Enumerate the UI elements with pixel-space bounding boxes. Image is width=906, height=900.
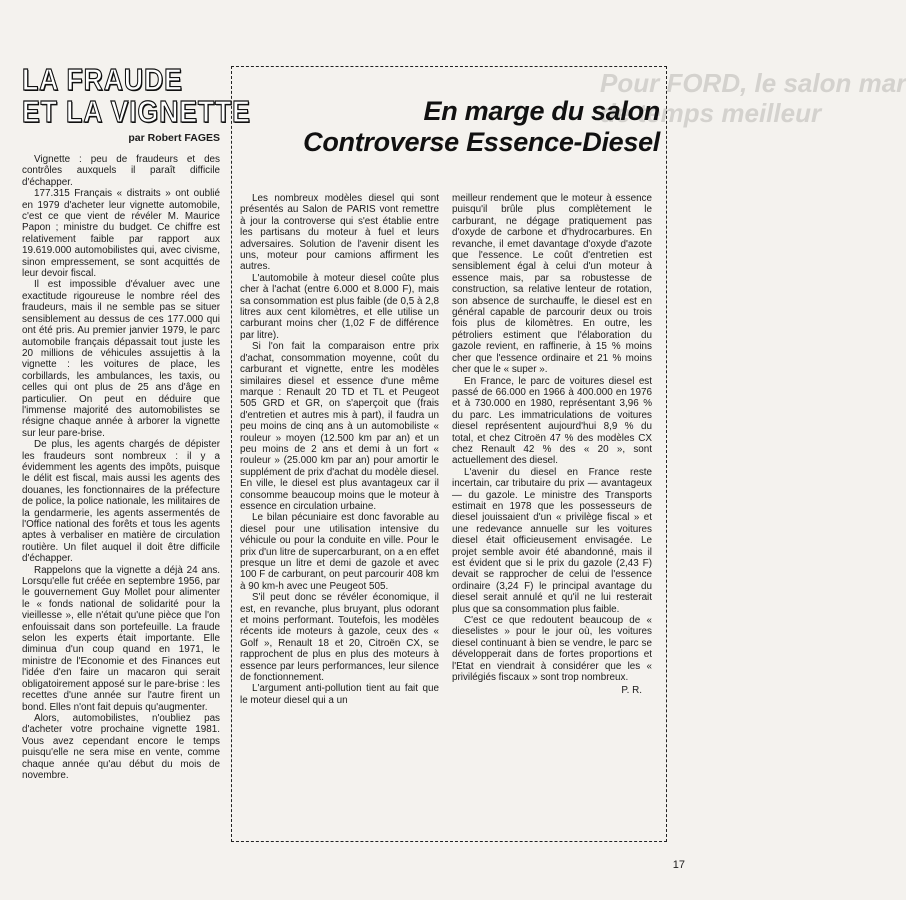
paragraph: L'automobile à moteur diesel coûte plus cher à l'achat (entre 6.000 et 8.000 F), mais sa consommation est plus faible (de 0,5 à 2,8 litres aux cent kilomètres, et elle utilise un carburant moins cher (1,02 F de différence par litre). [240,272,439,341]
paragraph: L'avenir du diesel en France reste incertain, car tributaire du prix — avantageux — du gazole. Le ministre des Transports estimait en 1978 que les possesseurs de diesel jouissaient d'un « privilège fiscal » et une redevance annuelle sur les voitures diesel était officieusement envisagée. Le projet semble avoir été abandonné, mais il est évident que si le prix du gazole (2,43 F) devait se rapprocher de celui de l'essence ordinaire (3,24 F) le principal avantage du diesel serait annulé et qu'il ne lui resterait plus que sa consommation plus faible. [452,466,652,615]
paragraph: meilleur rendement que le moteur à essence puisqu'il brûle plus complètement le carburant, ne dégage pratiquement pas d'oxyde de carbone et d'hydrocarbures. En revanche, il emet davantage d'oxyde d'azote que l'essence. Le coût d'entretien est sensiblement égal à celui d'un moteur à essence mais, par sa robustesse de construction, sa relative lenteur de rotation, son absence de surchauffe, le diesel est en général capable de parcourir deux ou trois fois plus de kilomètres. En outre, les pétroliers estiment que l'élaboration du gazole revient, en raffinerie, à 15 % moins cher que l'essence ordinaire et 21 % moins cher que le « super ». [452,193,652,376]
article-body [22,154,220,781]
ghost-line: Pour FORD, le salon mar [600,68,906,98]
paragraph: Vignette : peu de fraudeurs et des contrôles auxquels il paraît difficile d'échapper. [22,154,220,188]
headline-line: LA FRAUDE [22,62,183,97]
paragraph: 177.315 Français « distraits » ont oublié en 1979 d'acheter leur vignette automobile, c'est ce que vient de révéler M. Maurice Papon ; ministre du budget. Ce chiffre est relativement faible par rapport aux 19.619.000 automobilistes qui, avec civisme, sinon empressement, se sont acquittés de leur devoir fiscal. [22,188,220,280]
paragraph: C'est ce que redoutent beaucoup de « dieselistes » pour le jour où, les voitures diesel continuant à bien se vendre, le parc se développerait dans de fortes proportions et l'Etat en viendrait à considérer que les « privilégiés fiscaux » sont trop nombreux. [452,615,652,684]
ghost-line: de temps meilleur [600,98,822,128]
byline: par Robert FAGES [128,132,220,144]
title-line: Controverse Essence-Diesel [303,127,660,157]
paragraph: S'il peut donc se révéler économique, il est, en revanche, plus bruyant, plus odorant et moins performant. Toutefois, les modèles récents ide moteurs à gazole, ceux des « Golf », Renault 18 et 20, Citroën CX, se rapprochent de plus en plus des moteurs à essence par leurs performances, leur silence de fonctionnement. [240,592,439,684]
paragraph: Rappelons que la vignette a déjà 24 ans. Lorsqu'elle fut créée en septembre 1956, par le gouvernement Guy Mollet pour alimenter le « fonds national de solidarité pour la vieillesse », elle n'était qu'une pièce que l'on enfouissait dans son portefeuille. La fraude selon les experts était importante. Elle diminua d'un coup quand en 1971, le ministre de l'Economie et des Finances eut l'idée d'en faire un macaron qui serait obligatoirement apposé sur le pare-brise : les recettes d'une année sur l'autre firent un bond. Elles n'ont fait depuis qu'augmenter. [22,564,220,713]
left-article [22,62,251,781]
page-number: 17 [672,859,685,871]
paragraph: Alors, automobilistes, n'oubliez pas d'acheter votre prochaine vignette 1981. Vous avez cependant encore le temps puisqu'elle ne sera mise en vente, comme chaque année qu'au début du mois de novembre. [22,712,220,781]
paragraph: Les nombreux modèles diesel qui sont présentés au Salon de PARIS vont remettre à jour la controverse qui s'est établie entre les partisans du moteur à fuel et leurs adversaires. Solution de l'avenir disent les uns, moteur pour camions affirment les autres. [240,193,439,273]
boxed-article-column-2 [452,193,652,697]
boxed-article-column-1 [240,193,439,706]
paragraph: En France, le parc de voitures diesel est passé de 66.000 en 1966 à 400.000 en 1976 et à 730.000 en 1980, représentant 3,96 % du parc. Les immatriculations de voitures diesel représentent aujourd'hui 8,9 % du total, et chez Citroën 47 % des modèles CX chez Renault 42 % des « 20 », sont actuellement des diesel. [452,375,652,467]
boxed-article-title [240,96,660,158]
paragraph: Si l'on fait la comparaison entre prix d'achat, consommation moyenne, coût du carburant et vignette, entre les modèles similaires diesel et essence d'une même marque : Renault 20 TD et TL et Peugeot 505 GRD et GR, on s'aperçoit que (frais d'entretien et autres mis à part), il faudra un peu moins de cinq ans à un automobiliste « rouleur » moyen (12.500 km par an) et un peu moins de 2 ans et demi à un fort « rouleur » (25.000 km par an) pour amortir le supplément de prix d'achat du modèle diesel. En ville, le diesel est plus avantageux car il consomme beaucoup moins que le moteur à essence en circulation urbaine. [240,341,439,512]
article-headline [22,62,251,129]
signature: P. R. [621,685,642,697]
paragraph: Il est impossible d'évaluer avec une exactitude rigoureuse le nombre réel des fraudeurs, mais il ne semble pas se situer sensiblement au dessus de ces 177.000 qui ont été pris. Au premier janvier 1979, le parc automobile français dépassait tout juste les 20 millions de véhicules assujettis à la vignette : les voitures de place, les corbillards, les ambulances, les taxis, ou celles qui ont plus de 25 ans d'âge en particulier. On peut en déduire que l'immense majorité des automobilistes se résigne chaque année à arborer la vignette sur leur pare-brise. [22,279,220,439]
paragraph: De plus, les agents chargés de dépister les fraudeurs sont nombreux : il y a évidemment les agents des impôts, puisque le délit est fiscal, mais aussi les agents des douanes, les fonctionnaires de la préfecture de police, la police nationale, les militaires de la gendarmerie, les agents assermentés de l'Office national des forêts et tous les agents aptes à verbaliser en matière de circulation routière. Un filet auquel il doit être difficile d'échapper. [22,439,220,565]
paragraph: L'argument anti-pollution tient au fait que le moteur diesel qui a un [240,683,439,706]
paragraph: Le bilan pécuniaire est donc favorable au diesel pour une utilisation intensive du véhicule ou pour la conduite en ville. Pour le prix d'un litre de supercarburant, on a en effet presque un litre et demi de gazole et avec 100 F de carburant, on peut parcourir 408 km à 90 km-h avec une Peugeot 505. [240,512,439,592]
title-line: En marge du salon [423,96,660,126]
headline-line: ET LA VIGNETTE [22,94,251,129]
